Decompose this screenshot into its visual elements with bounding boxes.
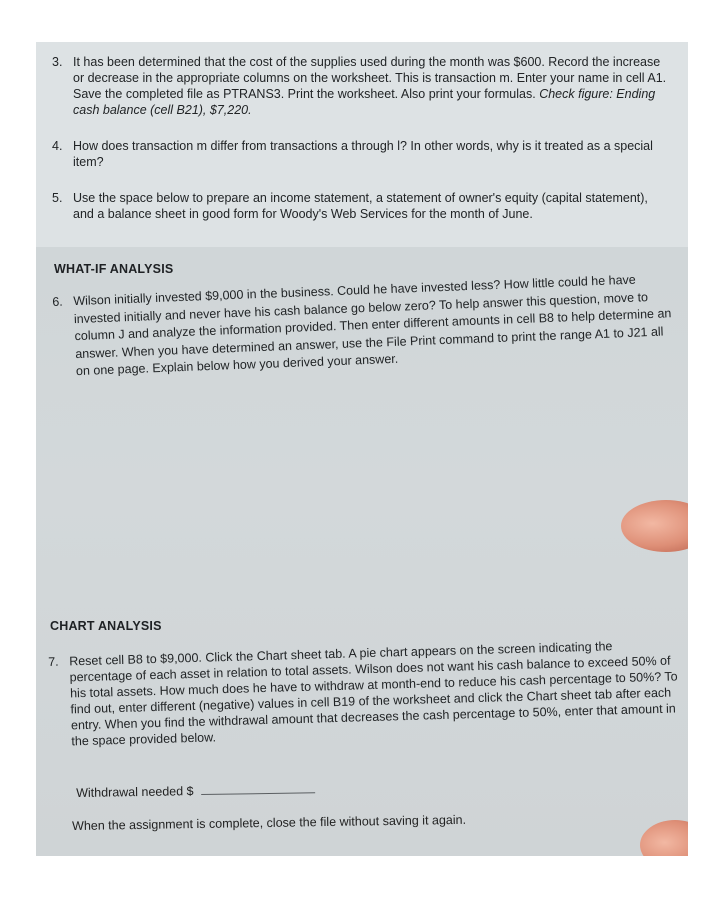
chart-heading: CHART ANALYSIS [50,619,162,633]
question-text: Wilson initially invested $9,000 in the business. Could he have invested less? How little could he have invested initially and never have his cash balance go below zero? To help answer this question, move to column J and analyze the information provided. Then enter different amounts in cell B8 to help determine an answer. When you have determined an answer, use the File Print command to print the range A1 to J21 all on one page. Explain below how you derived your answer. [73,272,672,379]
question-number: 4. [52,139,63,153]
question-text: How does transaction m differ from transactions a through l? In other words, why is it treated as a special item? [73,139,653,169]
question-text: Use the space below to prepare an income statement, a statement of owner's equity (capital statement), and a balance sheet in good form for Woody's Web Services for the month of June. [73,191,648,221]
closing-instruction: When the assignment is complete, close the file without saving it again. [72,812,467,833]
question-5 [52,190,672,222]
question-3 [52,54,672,118]
question-text: It has been determined that the cost of the supplies used during the month was $600. Record the increase or decrease in the appropriate columns on the worksheet. This is transaction m. Enter your name in cell A1. Save the completed file as PTRANS3. Print the worksheet. Also print your formulas. [73,55,667,101]
question-7 [48,636,680,750]
question-number: 3. [52,55,63,69]
whatif-heading: WHAT-IF ANALYSIS [54,262,174,276]
question-4 [52,138,672,170]
question-number: 7. [48,654,59,669]
textbook-page [36,42,688,856]
check-figure: Check figure: Ending cash balance (cell B21), $7,220. [73,87,656,117]
withdrawal-label: Withdrawal needed $ [76,784,194,800]
question-number: 6. [52,294,64,309]
withdrawal-blank [201,780,315,795]
question-number: 5. [52,191,63,205]
question-text: Reset cell B8 to $9,000. Click the Chart sheet tab. A pie chart appears on the screen indicating the percentage of each asset in relation to total assets. Wilson does not want his cash balance to exceed 50% of his total assets. How much does he have to withdraw at month-end to reduce his cash percentage to 50%? To find out, enter different (negative) values in cell B19 of the worksheet and click the Chart sheet tab after each entry. When you find the withdrawal amount that decreases the cash percentage to 50%, enter that amount in the space provided below. [69,639,678,749]
